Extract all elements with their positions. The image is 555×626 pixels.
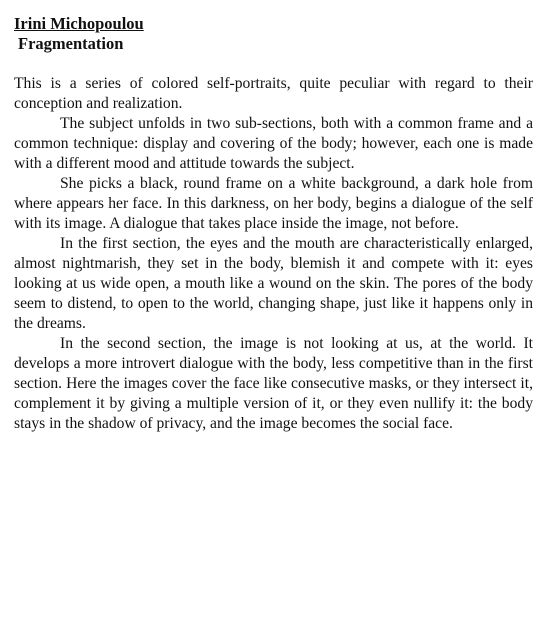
paragraph-4: In the first section, the eyes and the mouth are characteristically enlarged, almost nightmarish, they set in the body, blemish it and compete with it: eyes looking at us wide open, a mouth like a wound on the skin. The pores of the body seem to distend, to open to the world, changing shape, just like it happens only in the dreams. xyxy=(14,235,533,332)
author-name: Irini Michopoulou xyxy=(14,14,144,33)
paragraph-5: In the second section, the image is not looking at us, at the world. It develops a more introvert dialogue with the body, less competitive than in the first section. Here the images cover the face like consecutive masks, or they intersect it, complement it by giving a multiple version of it, or they even nullify it: the body stays in the shadow of privacy, and the image becomes the social face. xyxy=(14,335,533,432)
paragraph-2: The subject unfolds in two sub-sections, both with a common frame and a common technique: display and covering of the body; however, each one is made with a different mood and attitude towards the subject. xyxy=(14,115,533,172)
document-body xyxy=(14,74,533,434)
document-title: Fragmentation xyxy=(18,34,124,53)
document-page xyxy=(14,14,533,434)
paragraph-3: She picks a black, round frame on a white background, a dark hole from where appears her face. In this darkness, on her body, begins a dialogue of the self with its image. A dialogue that takes place inside the image, not before. xyxy=(14,175,533,232)
paragraph-1: This is a series of colored self-portraits, quite peculiar with regard to their conception and realization. xyxy=(14,75,533,112)
